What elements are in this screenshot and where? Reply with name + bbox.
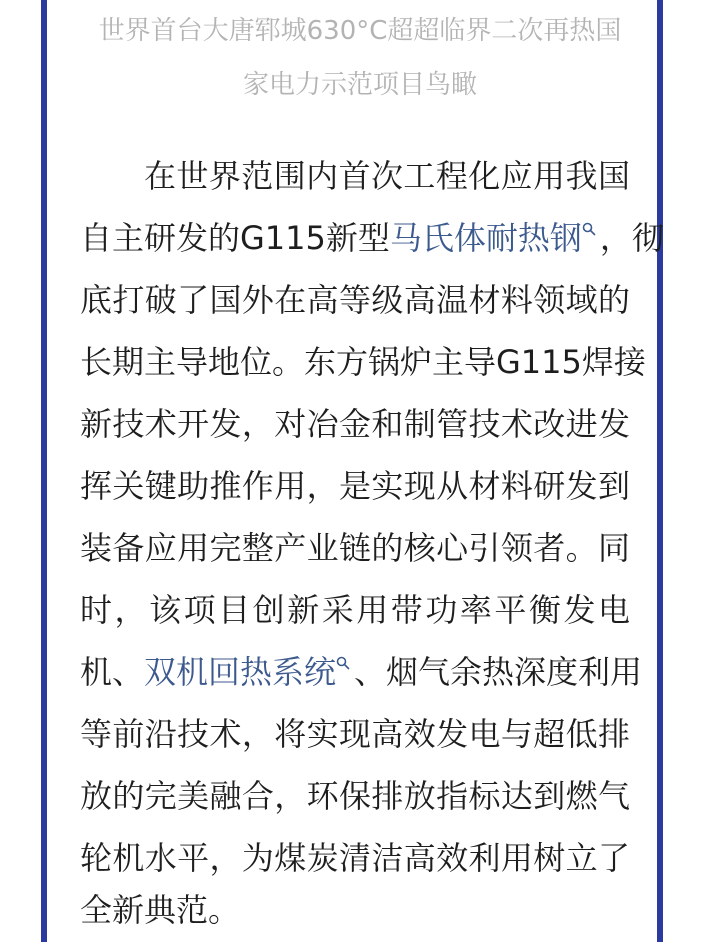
search-icon[interactable] <box>582 218 600 236</box>
paragraph-line: 在世界范围内首次工程化应用我国 <box>144 157 630 195</box>
text-segment: 、烟气余热深度利用 <box>354 653 643 691</box>
paragraph-line <box>80 218 664 258</box>
paragraph-line: 全新典范。 <box>80 891 241 929</box>
paragraph-line: 放的完美融合，环保排放指标达到燃气 <box>80 777 630 815</box>
keyword-link-dual-machine-regenerative-system[interactable]: 双机回热系统 <box>144 653 337 691</box>
paragraph-line: 轮机水平，为煤炭清洁高效利用树立了 <box>80 839 630 877</box>
text-segment: ，彻 <box>599 219 664 257</box>
search-icon[interactable] <box>336 652 354 670</box>
paragraph-line: 时，该项目创新采用带功率平衡发电 <box>80 591 630 629</box>
image-caption-line-1: 世界首台大唐郓城630°C超超临界二次再热国 <box>98 16 622 46</box>
right-border-bar <box>657 0 663 942</box>
text-segment: 机、 <box>80 653 145 691</box>
paragraph-line: 挥关键助推作用，是实现从材料研发到 <box>80 467 630 505</box>
paragraph-line <box>80 652 643 692</box>
paragraph-line: 底打破了国外在高等级高温材料领域的 <box>80 281 630 319</box>
left-border-bar <box>41 0 47 942</box>
paragraph-line: 长期主导地位。东方锅炉主导G115焊接 <box>80 343 646 381</box>
paragraph-line: 等前沿技术，将实现高效发电与超低排 <box>80 715 630 753</box>
paragraph-line: 装备应用完整产业链的核心引领者。同 <box>80 529 630 567</box>
image-caption-line-2: 家电力示范项目鸟瞰 <box>242 70 477 100</box>
paragraph-line: 新技术开发，对冶金和制管技术改进发 <box>80 405 630 443</box>
keyword-link-martensitic-steel[interactable]: 马氏体耐热钢 <box>389 219 582 257</box>
text-segment: 自主研发的G115新型 <box>80 219 390 257</box>
